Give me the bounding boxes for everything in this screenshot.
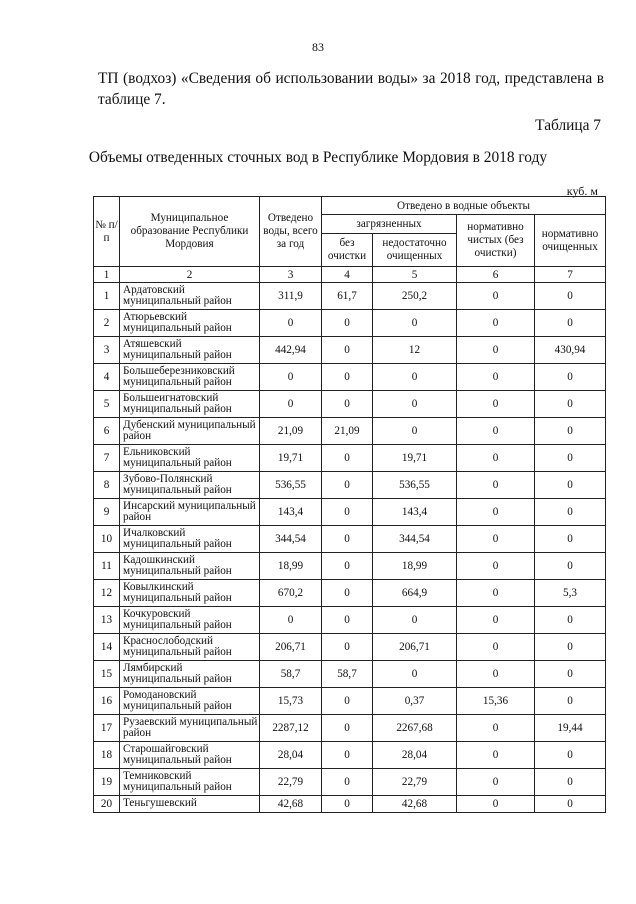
- municipality-cell: Рузаевский муниципальный район: [120, 715, 260, 742]
- total-cell: 19,71: [260, 445, 322, 472]
- treated-cell: 0: [535, 472, 606, 499]
- no-treatment-cell: 0: [322, 391, 373, 418]
- no-treatment-cell: 0: [322, 445, 373, 472]
- municipality-cell: Лямбирский муниципальный район: [120, 661, 260, 688]
- total-cell: 18,99: [260, 553, 322, 580]
- municipality-cell: Дубенский муниципальный район: [120, 418, 260, 445]
- treated-cell: 0: [535, 391, 606, 418]
- insufficient-cell: 42,68: [373, 796, 457, 813]
- table-row: [94, 418, 606, 445]
- insufficient-cell: 0: [373, 391, 457, 418]
- clean-cell: 0: [457, 769, 535, 796]
- total-cell: 0: [260, 310, 322, 337]
- insufficient-cell: 22,79: [373, 769, 457, 796]
- header-no-treatment: без очистки: [322, 234, 373, 267]
- municipality-cell: Большеигнатовский муниципальный район: [120, 391, 260, 418]
- total-cell: 0: [260, 391, 322, 418]
- clean-cell: 0: [457, 607, 535, 634]
- total-cell: 2287,12: [260, 715, 322, 742]
- total-cell: 15,73: [260, 688, 322, 715]
- table-row: [94, 364, 606, 391]
- clean-cell: 0: [457, 661, 535, 688]
- table-row: [94, 607, 606, 634]
- clean-cell: 0: [457, 472, 535, 499]
- table-row: [94, 796, 606, 813]
- municipality-cell: Теньгушевский: [120, 796, 260, 813]
- clean-cell: 0: [457, 634, 535, 661]
- clean-cell: 0: [457, 580, 535, 607]
- municipality-cell: Ичалковский муниципальный район: [120, 526, 260, 553]
- column-number-row: [94, 267, 606, 283]
- table-number: Таблица 7: [535, 117, 601, 134]
- unit-label: куб. м: [566, 184, 598, 198]
- table-body: [94, 267, 606, 813]
- row-number-cell: 2: [94, 310, 120, 337]
- treated-cell: 0: [535, 445, 606, 472]
- column-number: 2: [120, 267, 260, 283]
- no-treatment-cell: 0: [322, 580, 373, 607]
- municipality-cell: Старошайговский муниципальный район: [120, 742, 260, 769]
- no-treatment-cell: 0: [322, 715, 373, 742]
- total-cell: 536,55: [260, 472, 322, 499]
- municipality-cell: Инсарский муниципальный район: [120, 499, 260, 526]
- total-cell: 344,54: [260, 526, 322, 553]
- row-number-cell: 6: [94, 418, 120, 445]
- municipality-cell: Кочкуровский муниципальный район: [120, 607, 260, 634]
- page-number: 83: [312, 40, 324, 54]
- row-number-cell: 7: [94, 445, 120, 472]
- clean-cell: 0: [457, 337, 535, 364]
- treated-cell: 19,44: [535, 715, 606, 742]
- no-treatment-cell: 0: [322, 796, 373, 813]
- total-cell: 206,71: [260, 634, 322, 661]
- no-treatment-cell: 0: [322, 499, 373, 526]
- treated-cell: 0: [535, 688, 606, 715]
- total-cell: 442,94: [260, 337, 322, 364]
- row-number-cell: 13: [94, 607, 120, 634]
- treated-cell: 0: [535, 283, 606, 310]
- insufficient-cell: 0: [373, 607, 457, 634]
- clean-cell: 0: [457, 526, 535, 553]
- table-row: [94, 715, 606, 742]
- table-row: [94, 391, 606, 418]
- row-number-cell: 12: [94, 580, 120, 607]
- intro-paragraph: ТП (водхоз) «Сведения об использовании воды» за 2018 год, представлена в таблице 7.: [98, 70, 604, 108]
- no-treatment-cell: 0: [322, 634, 373, 661]
- treated-cell: 0: [535, 418, 606, 445]
- row-number-cell: 1: [94, 283, 120, 310]
- insufficient-cell: 344,54: [373, 526, 457, 553]
- table-row: [94, 337, 606, 364]
- clean-cell: 0: [457, 391, 535, 418]
- table-row: [94, 283, 606, 310]
- table-row: [94, 742, 606, 769]
- municipality-cell: Ельниковский муниципальный район: [120, 445, 260, 472]
- table-title: Объемы отведенных сточных вод в Республике Мордовия в 2018 году: [88, 149, 548, 166]
- insufficient-cell: 2267,68: [373, 715, 457, 742]
- row-number-cell: 4: [94, 364, 120, 391]
- no-treatment-cell: 58,7: [322, 661, 373, 688]
- treated-cell: 0: [535, 553, 606, 580]
- table-row: [94, 472, 606, 499]
- no-treatment-cell: 0: [322, 337, 373, 364]
- treated-cell: 5,3: [535, 580, 606, 607]
- column-number: 5: [373, 267, 457, 283]
- clean-cell: 0: [457, 742, 535, 769]
- no-treatment-cell: 0: [322, 607, 373, 634]
- municipality-cell: Большеберезниковский муниципальный район: [120, 364, 260, 391]
- column-number: 4: [322, 267, 373, 283]
- total-cell: 0: [260, 364, 322, 391]
- treated-cell: 0: [535, 499, 606, 526]
- clean-cell: 0: [457, 283, 535, 310]
- treated-cell: 0: [535, 364, 606, 391]
- insufficient-cell: 664,9: [373, 580, 457, 607]
- no-treatment-cell: 0: [322, 310, 373, 337]
- treated-cell: 0: [535, 607, 606, 634]
- municipality-cell: Ардатовский муниципальный район: [120, 283, 260, 310]
- row-number-cell: 15: [94, 661, 120, 688]
- municipality-cell: Атюрьевский муниципальный район: [120, 310, 260, 337]
- wastewater-table: [93, 196, 606, 813]
- clean-cell: 0: [457, 310, 535, 337]
- header-total: Отведено воды, всего за год: [260, 197, 322, 267]
- total-cell: 311,9: [260, 283, 322, 310]
- no-treatment-cell: 0: [322, 688, 373, 715]
- insufficient-cell: 0: [373, 661, 457, 688]
- total-cell: 22,79: [260, 769, 322, 796]
- total-cell: 670,2: [260, 580, 322, 607]
- clean-cell: 0: [457, 445, 535, 472]
- total-cell: 58,7: [260, 661, 322, 688]
- header-num: № п/п: [94, 197, 120, 267]
- clean-cell: 0: [457, 796, 535, 813]
- insufficient-cell: 536,55: [373, 472, 457, 499]
- row-number-cell: 14: [94, 634, 120, 661]
- insufficient-cell: 206,71: [373, 634, 457, 661]
- table-row: [94, 688, 606, 715]
- insufficient-cell: 0: [373, 364, 457, 391]
- municipality-cell: Ковылкинский муниципальный район: [120, 580, 260, 607]
- header-municipality: Муниципальное образование Республики Мордовия: [120, 197, 260, 267]
- row-number-cell: 17: [94, 715, 120, 742]
- header-polluted: загрязненных: [322, 215, 457, 234]
- municipality-cell: Кадошкинский муниципальный район: [120, 553, 260, 580]
- no-treatment-cell: 0: [322, 769, 373, 796]
- header-treated: нормативно очищенных: [535, 215, 606, 267]
- municipality-cell: Зубово-Полянский муниципальный район: [120, 472, 260, 499]
- treated-cell: 0: [535, 769, 606, 796]
- clean-cell: 0: [457, 715, 535, 742]
- treated-cell: 0: [535, 796, 606, 813]
- clean-cell: 0: [457, 553, 535, 580]
- insufficient-cell: 0: [373, 310, 457, 337]
- no-treatment-cell: 0: [322, 742, 373, 769]
- treated-cell: 0: [535, 661, 606, 688]
- insufficient-cell: 12: [373, 337, 457, 364]
- municipality-cell: Атяшевский муниципальный район: [120, 337, 260, 364]
- table-row: [94, 310, 606, 337]
- insufficient-cell: 143,4: [373, 499, 457, 526]
- treated-cell: 0: [535, 742, 606, 769]
- row-number-cell: 8: [94, 472, 120, 499]
- insufficient-cell: 0: [373, 418, 457, 445]
- clean-cell: 0: [457, 499, 535, 526]
- insufficient-cell: 0,37: [373, 688, 457, 715]
- clean-cell: 0: [457, 418, 535, 445]
- clean-cell: 15,36: [457, 688, 535, 715]
- municipality-cell: Темниковский муниципальный район: [120, 769, 260, 796]
- no-treatment-cell: 21,09: [322, 418, 373, 445]
- row-number-cell: 20: [94, 796, 120, 813]
- header-to-water: Отведено в водные объекты: [322, 197, 606, 215]
- municipality-cell: Ромодановский муниципальный район: [120, 688, 260, 715]
- total-cell: 143,4: [260, 499, 322, 526]
- total-cell: 42,68: [260, 796, 322, 813]
- column-number: 1: [94, 267, 120, 283]
- no-treatment-cell: 61,7: [322, 283, 373, 310]
- insufficient-cell: 28,04: [373, 742, 457, 769]
- column-number: 3: [260, 267, 322, 283]
- column-number: 7: [535, 267, 606, 283]
- total-cell: 28,04: [260, 742, 322, 769]
- no-treatment-cell: 0: [322, 526, 373, 553]
- insufficient-cell: 18,99: [373, 553, 457, 580]
- header-clean: нормативно чистых (без очистки): [457, 215, 535, 267]
- no-treatment-cell: 0: [322, 553, 373, 580]
- row-number-cell: 5: [94, 391, 120, 418]
- total-cell: 21,09: [260, 418, 322, 445]
- treated-cell: 0: [535, 526, 606, 553]
- row-number-cell: 9: [94, 499, 120, 526]
- column-number: 6: [457, 267, 535, 283]
- municipality-cell: Краснослободский муниципальный район: [120, 634, 260, 661]
- table-row: [94, 769, 606, 796]
- row-number-cell: 3: [94, 337, 120, 364]
- table-row: [94, 634, 606, 661]
- row-number-cell: 10: [94, 526, 120, 553]
- row-number-cell: 16: [94, 688, 120, 715]
- insufficient-cell: 19,71: [373, 445, 457, 472]
- no-treatment-cell: 0: [322, 472, 373, 499]
- insufficient-cell: 250,2: [373, 283, 457, 310]
- header-insufficient: недостаточно очищенных: [373, 234, 457, 267]
- table-row: [94, 580, 606, 607]
- treated-cell: 0: [535, 634, 606, 661]
- row-number-cell: 18: [94, 742, 120, 769]
- table-row: [94, 553, 606, 580]
- clean-cell: 0: [457, 364, 535, 391]
- total-cell: 0: [260, 607, 322, 634]
- no-treatment-cell: 0: [322, 364, 373, 391]
- table-row: [94, 445, 606, 472]
- table-row: [94, 661, 606, 688]
- treated-cell: 0: [535, 310, 606, 337]
- row-number-cell: 11: [94, 553, 120, 580]
- treated-cell: 430,94: [535, 337, 606, 364]
- table-row: [94, 526, 606, 553]
- table-row: [94, 499, 606, 526]
- row-number-cell: 19: [94, 769, 120, 796]
